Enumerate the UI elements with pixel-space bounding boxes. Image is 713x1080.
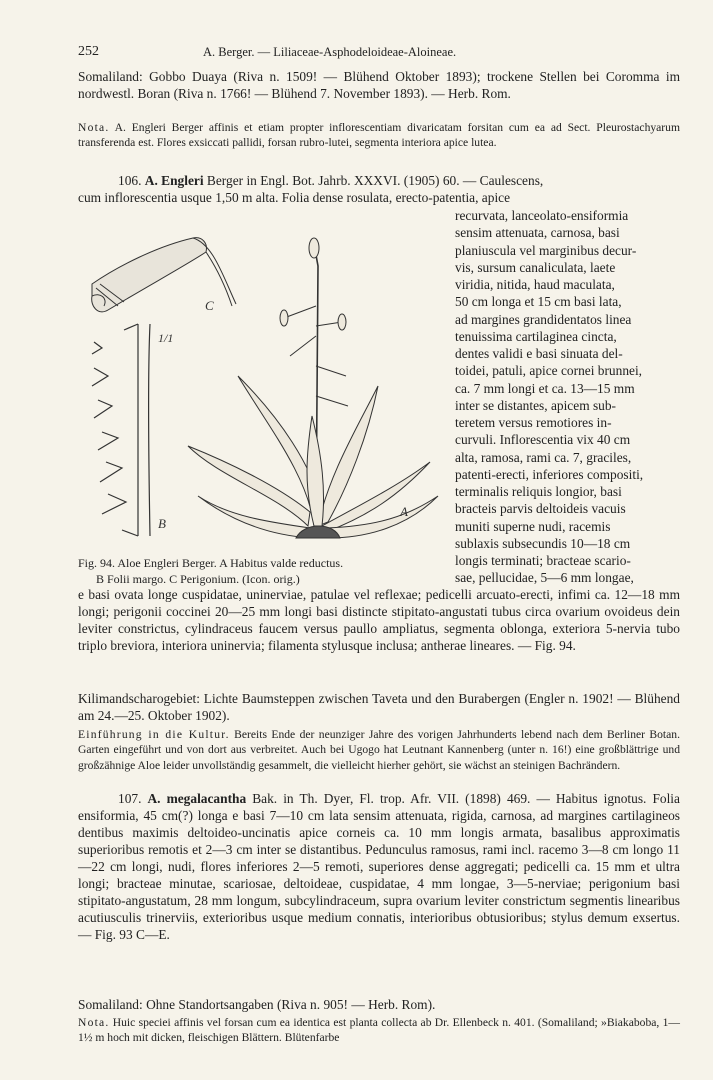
description-line: muniti superne nudi, racemis xyxy=(455,518,611,534)
cultivation-text: Bereits Ende der neunziger Jahre des vorigen Jahrhunderts lebend nach dem Berliner Botan. Garten eingeführt und von dort aus verbreitet. Auch bei Ugogo hat Leutnant Kannenberg (unter n. 16!) eine großblättrige und großzähnige Aloe leider unvollständig gesammelt, die vielleicht hierher gehört, sie wächst an steinigen Bachrändern. xyxy=(78,728,680,772)
cultivation-lead: Einführung in die Kultur. xyxy=(78,728,230,741)
description-line: toidei, patuli, apice cornei brunnei, xyxy=(455,363,643,379)
description-line: ad margines grandidentatos linea xyxy=(455,311,632,327)
caption-line-2: B Folii margo. C Perigonium. (Icon. orig.) xyxy=(96,572,300,586)
description-line: planiuscula vel marginibus decur- xyxy=(455,242,637,258)
species-106-heading xyxy=(78,172,680,206)
species-107-nota-lead: Nota. xyxy=(78,1016,110,1029)
nota-text: A. Engleri Berger affinis et etiam propter inflorescentiam divaricatam forsitan cum ea ad Sect. Pleurostachyarum transferenda est. Flores exsiccati pallidi, forsan rubro-lutei, segmenta interiora apice lutea. xyxy=(78,121,680,150)
description-line: dentes validi e basi sinuata del- xyxy=(455,346,623,361)
species-number: 106. xyxy=(118,173,142,188)
cultivation-paragraph xyxy=(78,727,680,773)
description-column xyxy=(455,207,681,587)
locality-paragraph: Somaliland: Gobbo Duaya (Riva n. 1509! — Blühend Oktober 1893); trockene Stellen bei Coromma im nordwestl. Boran (Riva n. 1766! — Blühend 7. November 1893). — Herb. Rom. xyxy=(78,69,680,101)
description-line: sensim attenuata, carnosa, basi xyxy=(455,225,620,241)
description-line: longis terminati; bracteae scario- xyxy=(455,553,631,568)
description-line: tenuissima cartilaginea cincta, xyxy=(455,328,617,344)
description-line: recurvata, lanceolato-ensiformia xyxy=(455,208,629,223)
description-line: terminalis reliquis longior, basi xyxy=(455,484,622,499)
nota-lead: Nota. xyxy=(78,121,110,134)
description-line: ca. 7 mm longi et ca. 13—15 mm xyxy=(455,380,635,396)
description-line: teretem versus remotiores in- xyxy=(455,415,612,430)
label-ratio: 1/1 xyxy=(158,331,174,345)
figure-caption xyxy=(78,555,450,587)
description-line: bracteis parvis deltoideis vacuis xyxy=(455,501,626,517)
habitus-drawing xyxy=(188,238,438,538)
species-107-text: Bak. in Th. Dyer, Fl. trop. Afr. VII. (1898) 469. — Habitus ignotus. Folia ensiformia, 45 cm(?) longa e basi 7—10 cm lata sensim attenuata, rigida, carnosa, ad margines cartilagineos dentibus maximis deltoideo-uncinatis apice corneis ca. 10 mm longis armata, basalibus approximatis superioribus remotis et 2—3 cm inter se distantibus. Pedunculus ramosus, rami incl. racemo 3—8 cm longo 11—22 cm longi, nudi, flores inferiores 2—5 remoti, superiores dense aggregati; pedicelli ca. 15 mm et ultra longi; bracteae minutae, scariosae, deltoideae, cuspidatae, 4 mm longae, 3—5-nerviae; perigonium basi stipitato-angustatum, 28 mm longum, subcylindraceum, supra ovarium leviter constrictum segmentis linearibus acutiusculis trinerviis, exterioribus usque medium connatis, interioribus obtusioribus; stylus demum exsertus. — Fig. 93 C—E. xyxy=(78,791,680,942)
description-line: inter se distantes, apicem sub- xyxy=(455,397,617,413)
leaf-margin-drawing xyxy=(92,324,150,536)
species-line2: cum inflorescentia usque 1,50 m alta. Folia dense rosulata, erecto-patentia, apice xyxy=(78,190,511,205)
nota-paragraph xyxy=(78,120,680,151)
species-107-nota xyxy=(78,1015,680,1046)
label-c: C xyxy=(205,298,214,313)
running-title: A. Berger. — Liliaceae-Asphodeloideae-Aloineae. xyxy=(203,45,457,59)
species-citation: Berger in Engl. Bot. Jahrb. XXXVI. (1905) 60. — Caulescens, xyxy=(203,173,544,188)
species-107-nota-text: Huic speciei affinis vel forsan cum ea identica est planta collecta ab Dr. Ellenbeck n. 401. (Somaliland; »Biakaboba, 1—1½ m hoch mit dicken, fleischigen Blättern. Blütenfarbe xyxy=(78,1016,680,1045)
perigonium-drawing xyxy=(92,238,236,312)
label-a: A xyxy=(400,504,408,519)
species-106-continuation: e basi ovata longe cuspidatae, uninerviae, patulae vel reflexae; pedicelli arcuato-erecti, infimi ca. 12—18 mm longi; perigonii coccinei 20—25 mm longi basi distincte stipitato-angustati tubus circa ovarium ovoideus dein leviter constrictus, cylindraceus faucem versus paullo ampliatus, segmenta oblonga, exteriora 5-nervia tubo triplo breviora, interiora uninervia; filamenta stylusque inclusa; antherae lineares. — Fig. 94. xyxy=(78,587,680,653)
species-name: A. Engleri xyxy=(144,173,204,188)
description-line: patenti-erecti, inferiores compositi, xyxy=(455,466,644,482)
description-line: curvuli. Inflorescentia vix 40 cm xyxy=(455,432,631,448)
description-line: alta, ramosa, rami ca. 7, graciles, xyxy=(455,449,632,465)
label-b: B xyxy=(158,516,166,531)
species-106-locality: Kilimandscharogebiet: Lichte Baumsteppen zwischen Taveta und den Burabergen (Engler n. 1902! — Blühend am 24.—25. Oktober 1902). xyxy=(78,691,680,723)
description-line: 50 cm longa et 15 cm basi lata, xyxy=(455,294,622,310)
species-107-number: 107. xyxy=(118,791,142,806)
description-line: vis, sursum canaliculata, laete xyxy=(455,259,616,275)
description-line: viridia, nitida, haud maculata, xyxy=(455,277,615,292)
species-107 xyxy=(78,790,680,943)
aloe-figure xyxy=(78,226,453,556)
description-line: sublaxis subsecundis 10—18 cm xyxy=(455,535,631,551)
species-107-locality: Somaliland: Ohne Standortsangaben (Riva n. 905! — Herb. Rom). xyxy=(78,997,436,1012)
description-line: sae, pellucidae, 5—6 mm longae, xyxy=(455,570,634,586)
page-number: 252 xyxy=(78,44,99,59)
caption-line-1: Fig. 94. Aloe Engleri Berger. A Habitus valde reductus. xyxy=(78,556,344,570)
species-107-name: A. megalacantha xyxy=(147,791,247,806)
